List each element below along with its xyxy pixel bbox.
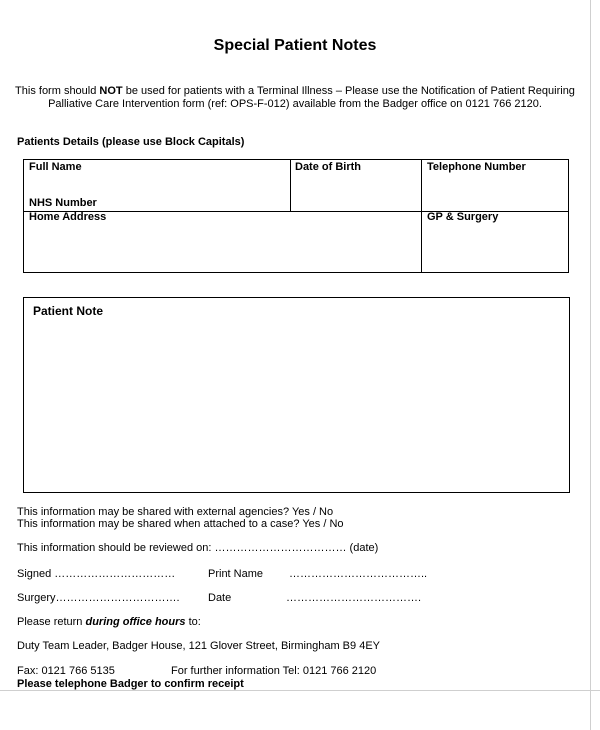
surgery-line: Surgery……………………………. bbox=[17, 592, 180, 604]
page-edge-horizontal bbox=[0, 690, 600, 691]
further-info-line: For further information Tel: 0121 766 2120 bbox=[171, 665, 377, 677]
review-date-line: This information should be reviewed on: ……………………………… (date) bbox=[17, 542, 379, 554]
form-title: Special Patient Notes bbox=[213, 37, 377, 54]
page-edge-vertical bbox=[590, 0, 591, 730]
fax-line: Fax: 0121 766 5135 bbox=[17, 665, 115, 677]
shared-case-line: This information may be shared when attached to a case? Yes / No bbox=[17, 518, 344, 530]
date-of-birth-cell[interactable] bbox=[290, 159, 422, 212]
return-suffix: to: bbox=[185, 616, 201, 628]
form-intro bbox=[14, 85, 576, 111]
shared-external-line: This information may be shared with external agencies? Yes / No bbox=[17, 506, 334, 518]
home-address-cell[interactable] bbox=[23, 211, 422, 273]
return-prefix: Please return bbox=[17, 616, 86, 628]
intro-prefix: This form should bbox=[15, 85, 100, 97]
telephone-number-label: Telephone Number bbox=[427, 161, 526, 173]
home-address-label: Home Address bbox=[29, 211, 107, 223]
date-dots: ………………………………. bbox=[286, 592, 422, 604]
intro-line1-rest: be used for patients with a Terminal Illness – Please use the Notification of Patient Requiring bbox=[122, 85, 575, 97]
telephone-number-cell[interactable] bbox=[421, 159, 569, 212]
signed-line: Signed …………………………… bbox=[17, 568, 176, 580]
gp-surgery-label: GP & Surgery bbox=[427, 211, 499, 223]
address-line: Duty Team Leader, Badger House, 121 Glover Street, Birmingham B9 4EY bbox=[17, 640, 380, 652]
date-of-birth-label: Date of Birth bbox=[295, 161, 361, 173]
confirm-receipt-line: Please telephone Badger to confirm receipt bbox=[17, 678, 244, 690]
details-heading: Patients Details (please use Block Capitals) bbox=[17, 136, 245, 148]
intro-emphasis: NOT bbox=[99, 85, 123, 97]
gp-surgery-cell[interactable] bbox=[421, 211, 569, 273]
return-emphasis: during office hours bbox=[85, 616, 186, 628]
print-name-dots: ……………………………….. bbox=[289, 568, 428, 580]
intro-line2: Palliative Care Intervention form (ref: OPS-F-012) available from the Badger office on 0121 766 2120. bbox=[48, 98, 542, 110]
print-name-label: Print Name bbox=[208, 568, 264, 580]
full-name-cell[interactable] bbox=[23, 159, 291, 212]
date-label: Date bbox=[208, 592, 232, 604]
nhs-number-label: NHS Number bbox=[29, 197, 97, 209]
patient-note-box[interactable] bbox=[23, 297, 570, 493]
full-name-label: Full Name bbox=[29, 161, 82, 173]
return-line bbox=[17, 616, 201, 628]
patient-note-label: Patient Note bbox=[33, 304, 104, 318]
